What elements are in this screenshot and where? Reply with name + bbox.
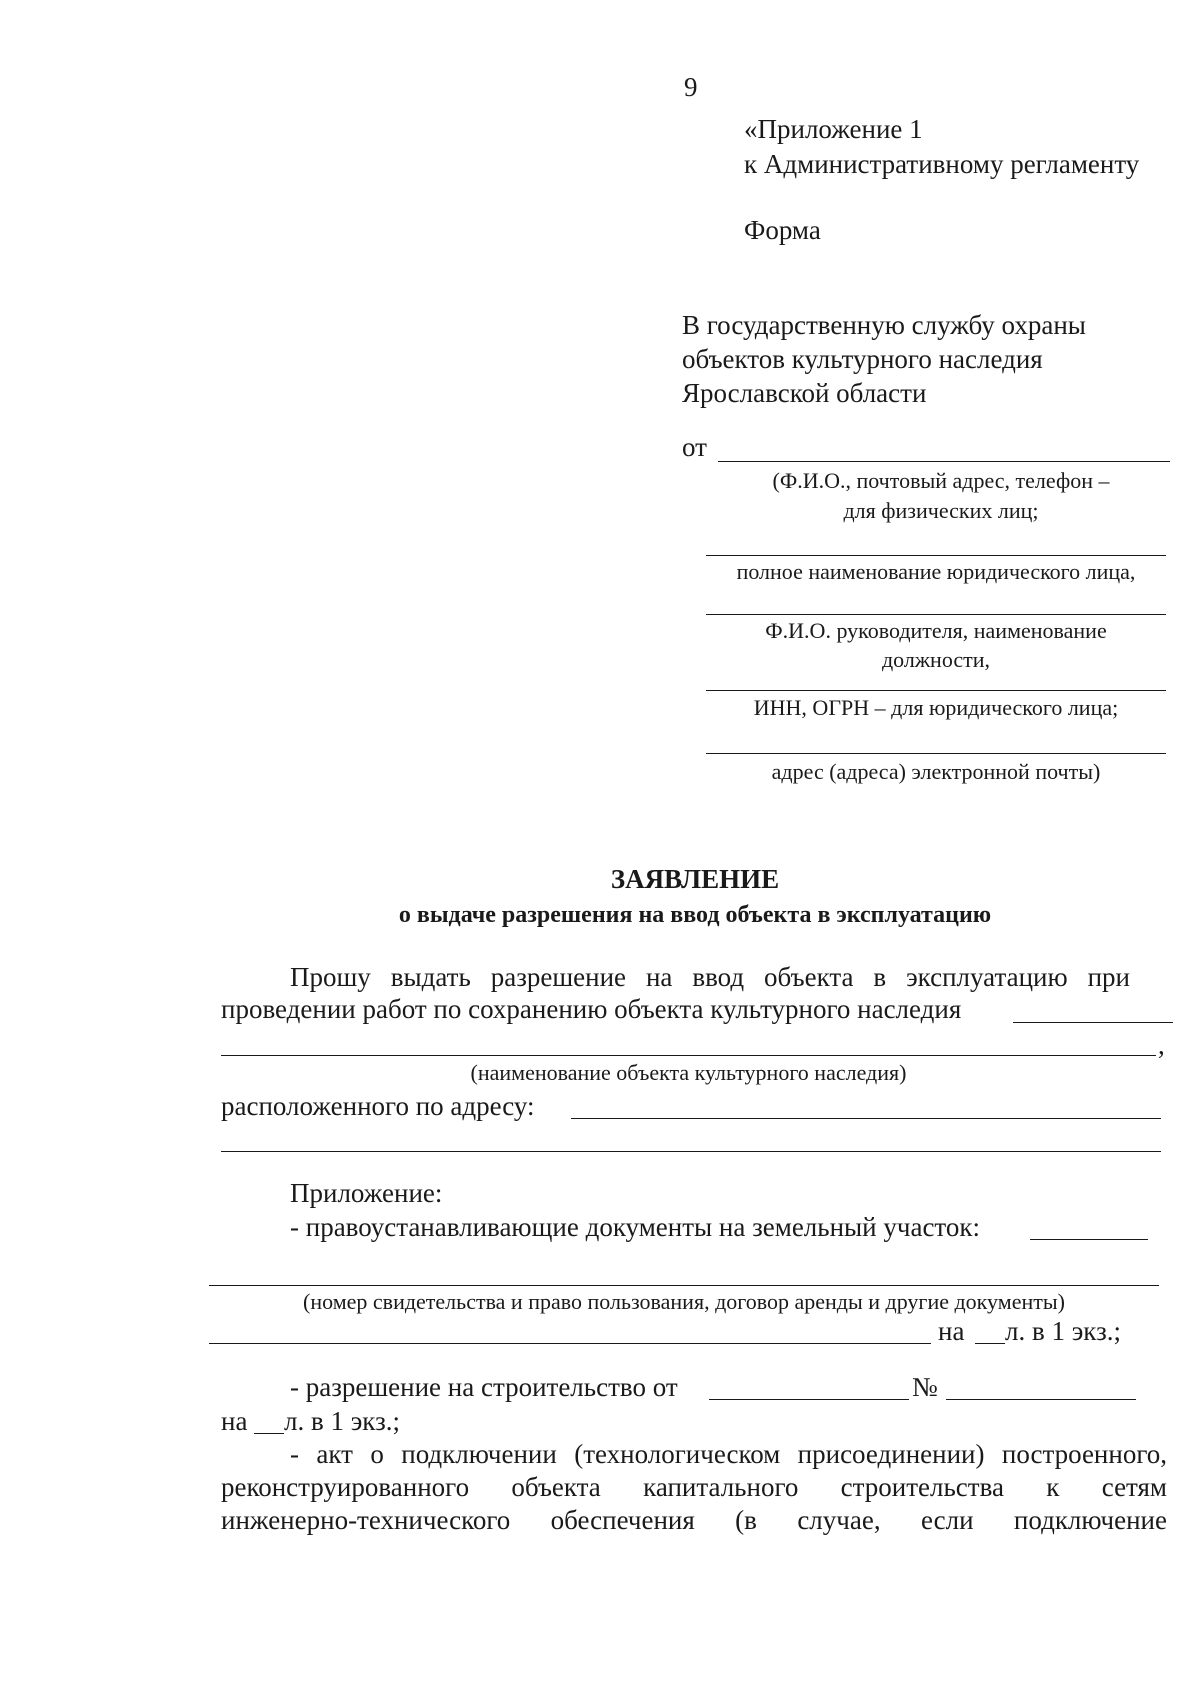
page-number: 9 <box>684 72 698 102</box>
request-line-2: проведении работ по сохранению объекта культурного наследия <box>221 994 962 1024</box>
attachment-item-3-line-2: реконструированного объекта капитального строительства к сетям <box>221 1472 1167 1502</box>
applicant-hint-1b: для физических лиц; <box>843 498 1039 523</box>
applicant-fill-line-5[interactable] <box>706 753 1166 754</box>
applicant-hint-4: ИНН, ОГРН – для юридического лица; <box>753 695 1119 720</box>
addressee-line-3: Ярославской области <box>682 378 927 408</box>
applicant-hint-2: полное наименование юридического лица, <box>736 559 1136 584</box>
form-label: Форма <box>744 215 821 245</box>
applicant-fill-line-3[interactable] <box>706 614 1166 615</box>
applicant-fill-line-2[interactable] <box>706 555 1166 556</box>
permit-pages: л. в 1 экз.; <box>284 1406 400 1436</box>
land-docs-pages-fill[interactable] <box>975 1343 1005 1344</box>
land-docs-fill-line-2[interactable] <box>209 1285 1159 1286</box>
permit-pages-fill[interactable] <box>254 1433 284 1434</box>
attachment-item-3-line-3: инженерно-технического обеспечения (в случае, если подключение <box>221 1505 1167 1535</box>
permit-date-fill[interactable] <box>709 1399 909 1400</box>
applicant-hint-3b: должности, <box>881 647 991 672</box>
addressee-line-2: объектов культурного наследия <box>682 344 1043 374</box>
permit-number-label: № <box>912 1372 938 1402</box>
applicant-hint-3a: Ф.И.О. руководителя, наименование <box>765 618 1107 643</box>
attachment-item-3-line-1: - акт о подключении (технологическом присоединении) построенного, <box>290 1439 1167 1469</box>
address-fill-line-2[interactable] <box>221 1151 1161 1152</box>
land-docs-fill-line-1[interactable] <box>1030 1239 1148 1240</box>
address-label: расположенного по адресу: <box>221 1091 535 1121</box>
applicant-hint-5: адрес (адреса) электронной почты) <box>771 759 1101 784</box>
land-docs-na: на <box>938 1316 965 1346</box>
attachments-heading: Приложение: <box>290 1178 443 1208</box>
appendix-title: «Приложение 1 <box>744 114 923 144</box>
applicant-fill-line-1[interactable] <box>718 461 1170 462</box>
applicant-fill-line-4[interactable] <box>706 690 1166 691</box>
attachment-item-1: - правоустанавливающие документы на земельный участок: <box>290 1212 980 1242</box>
document-subtitle: о выдаче разрешения на ввод объекта в эксплуатацию <box>398 902 992 928</box>
object-name-fill-line-2[interactable] <box>221 1055 1156 1056</box>
object-comma: , <box>1158 1030 1165 1060</box>
land-docs-pages: л. в 1 экз.; <box>1005 1316 1121 1346</box>
addressee-line-1: В государственную службу охраны <box>682 310 1086 340</box>
address-fill-line-1[interactable] <box>571 1118 1161 1119</box>
from-label: от <box>682 432 707 462</box>
attachment-item-2: - разрешение на строительство от <box>290 1372 678 1402</box>
object-name-fill-line-1[interactable] <box>1013 1022 1173 1023</box>
request-line-1: Прошу выдать разрешение на ввод объекта в эксплуатацию при <box>290 962 1130 992</box>
object-name-hint: (наименование объекта культурного наследия) <box>470 1060 907 1085</box>
applicant-hint-1a: (Ф.И.О., почтовый адрес, телефон – <box>772 468 1110 493</box>
land-docs-fill-line-3[interactable] <box>209 1343 931 1344</box>
permit-number-fill[interactable] <box>946 1399 1136 1400</box>
land-docs-hint: (номер свидетельства и право пользования, договор аренды и другие документы) <box>303 1289 1065 1314</box>
appendix-regulation: к Административному регламенту <box>744 149 1140 179</box>
document-title: ЗАЯВЛЕНИЕ <box>610 864 780 894</box>
permit-na: на <box>221 1406 248 1436</box>
